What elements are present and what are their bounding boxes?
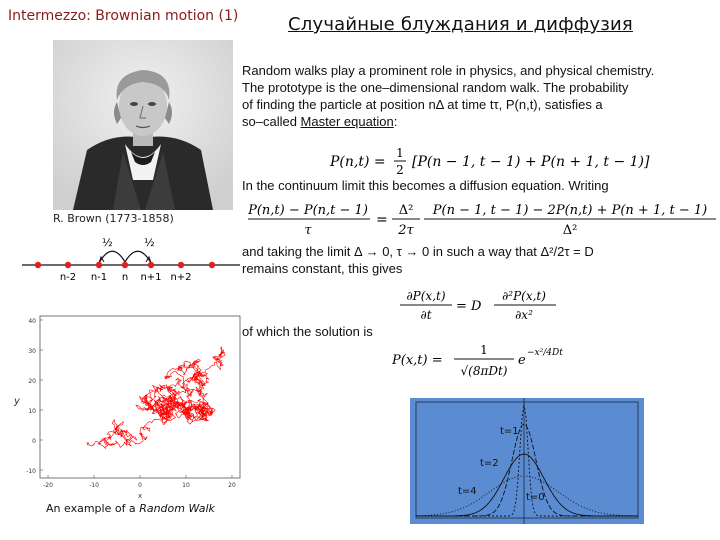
lattice-site-label: n+1 xyxy=(140,272,162,283)
svg-text:P(n,t) =: P(n,t) = xyxy=(330,154,386,170)
svg-text:2τ: 2τ xyxy=(398,223,414,238)
svg-text:√(8πDt): √(8πDt) xyxy=(460,364,508,378)
y-tick-label: 20 xyxy=(28,378,36,385)
random-walk-caption xyxy=(46,502,215,515)
svg-text:∂t: ∂t xyxy=(420,308,432,322)
svg-text:τ: τ xyxy=(304,223,312,238)
lattice-site-dot xyxy=(96,262,102,268)
x-tick-label: 0 xyxy=(138,482,142,489)
para3-line2: remains constant, this gives xyxy=(242,261,403,276)
lattice-site-dot xyxy=(178,262,184,268)
portrait-caption: R. Brown (1773-1858) xyxy=(53,212,174,225)
svg-text:P(n − 1, t − 1) − 2P(n,t) + P(: P(n − 1, t − 1) − 2P(n,t) + P(n + 1, t − 1) xyxy=(432,203,708,218)
svg-text:−x²/4Dt: −x²/4Dt xyxy=(527,348,563,358)
x-tick-label: -10 xyxy=(89,482,99,489)
lattice-site-label: n-2 xyxy=(59,272,77,283)
y-tick-label: 30 xyxy=(28,348,36,355)
svg-text:[P(n − 1, t − 1) + P(n + 1, t: [P(n − 1, t − 1) + P(n + 1, t − 1)] xyxy=(412,154,650,170)
random-walk-plot xyxy=(14,312,244,502)
right-jump-arrow xyxy=(125,251,151,263)
prob-left-label: ½ xyxy=(102,236,113,249)
slide-title-right: Случайные блуждания и диффузия xyxy=(288,14,633,35)
svg-text:P(n,t) − P(n,t − 1): P(n,t) − P(n,t − 1) xyxy=(248,203,368,218)
para3-line1: and taking the limit Δ → 0, τ → 0 in such a way that Δ²/2τ = D xyxy=(242,244,594,259)
svg-text:∂x²: ∂x² xyxy=(515,308,533,322)
paragraph-solution: of which the solution is xyxy=(242,324,373,339)
paragraph-limit xyxy=(242,243,714,277)
master-equation xyxy=(330,145,650,177)
diffusion-equation xyxy=(400,286,560,324)
paragraph-intro xyxy=(242,62,714,130)
svg-text:1: 1 xyxy=(480,343,488,357)
svg-text:∂²P(x,t): ∂²P(x,t) xyxy=(502,289,546,303)
svg-text:P(x,t) =: P(x,t) = xyxy=(392,353,443,368)
label-t1: t=1 xyxy=(500,426,519,437)
lattice-site-dot xyxy=(148,262,154,268)
lattice-site-dot xyxy=(209,262,215,268)
para1-line2: The prototype is the one–dimensional random walk. The probability xyxy=(242,80,629,95)
svg-text:2: 2 xyxy=(396,163,404,177)
lattice-site-label: n+2 xyxy=(170,272,192,283)
plot-background xyxy=(410,398,644,524)
master-equation-link: Master equation xyxy=(300,114,394,129)
svg-text:Δ²: Δ² xyxy=(562,223,578,238)
para1-line1: Random walks play a prominent role in physics, and physical chemistry. xyxy=(242,63,655,78)
slide-title-left: Intermezzo: Brownian motion (1) xyxy=(8,8,239,24)
svg-text:= D: = D xyxy=(456,299,482,314)
prob-right-label: ½ xyxy=(144,236,155,249)
lattice-site-dot xyxy=(122,262,128,268)
y-tick-label: -10 xyxy=(26,468,36,475)
y-axis-label: y xyxy=(14,396,20,407)
svg-text:1: 1 xyxy=(396,146,404,160)
y-tick-label: 40 xyxy=(28,318,36,325)
y-tick-label: 0 xyxy=(32,438,36,445)
solution-equation xyxy=(392,340,592,380)
x-axis-label: x xyxy=(138,492,143,500)
para1-line4: so–called Master equation: xyxy=(242,114,398,129)
svg-text:Δ²: Δ² xyxy=(398,203,414,218)
x-tick-label: 10 xyxy=(182,482,190,489)
walk-lattice-diagram xyxy=(22,230,240,284)
x-tick-label: 20 xyxy=(228,482,236,489)
x-tick-label: -20 xyxy=(43,482,53,489)
svg-text:=: = xyxy=(376,212,388,228)
label-t0: t=0 xyxy=(526,492,545,503)
label-t4: t=4 xyxy=(458,486,477,497)
portrait-image xyxy=(53,40,233,210)
label-t2: t=2 xyxy=(480,458,499,469)
lattice-site-dot xyxy=(35,262,41,268)
caption-text: An example of a xyxy=(46,502,140,515)
svg-text:e: e xyxy=(518,353,526,368)
diffusion-gaussian-plot xyxy=(410,398,644,524)
paragraph-continuum: In the continuum limit this becomes a diffusion equation. Writing xyxy=(242,178,609,193)
svg-text:∂P(x,t): ∂P(x,t) xyxy=(406,289,446,303)
y-tick-label: 10 xyxy=(28,408,36,415)
difference-equation xyxy=(248,200,716,240)
lattice-site-dot xyxy=(65,262,71,268)
left-jump-arrow xyxy=(99,251,125,263)
caption-italic: Random Walk xyxy=(139,502,215,515)
lattice-site-label: n-1 xyxy=(90,272,108,283)
para1-line3: of finding the particle at position nΔ at time tτ, P(n,t), satisfies a xyxy=(242,97,603,112)
lattice-site-label: n xyxy=(121,272,129,283)
